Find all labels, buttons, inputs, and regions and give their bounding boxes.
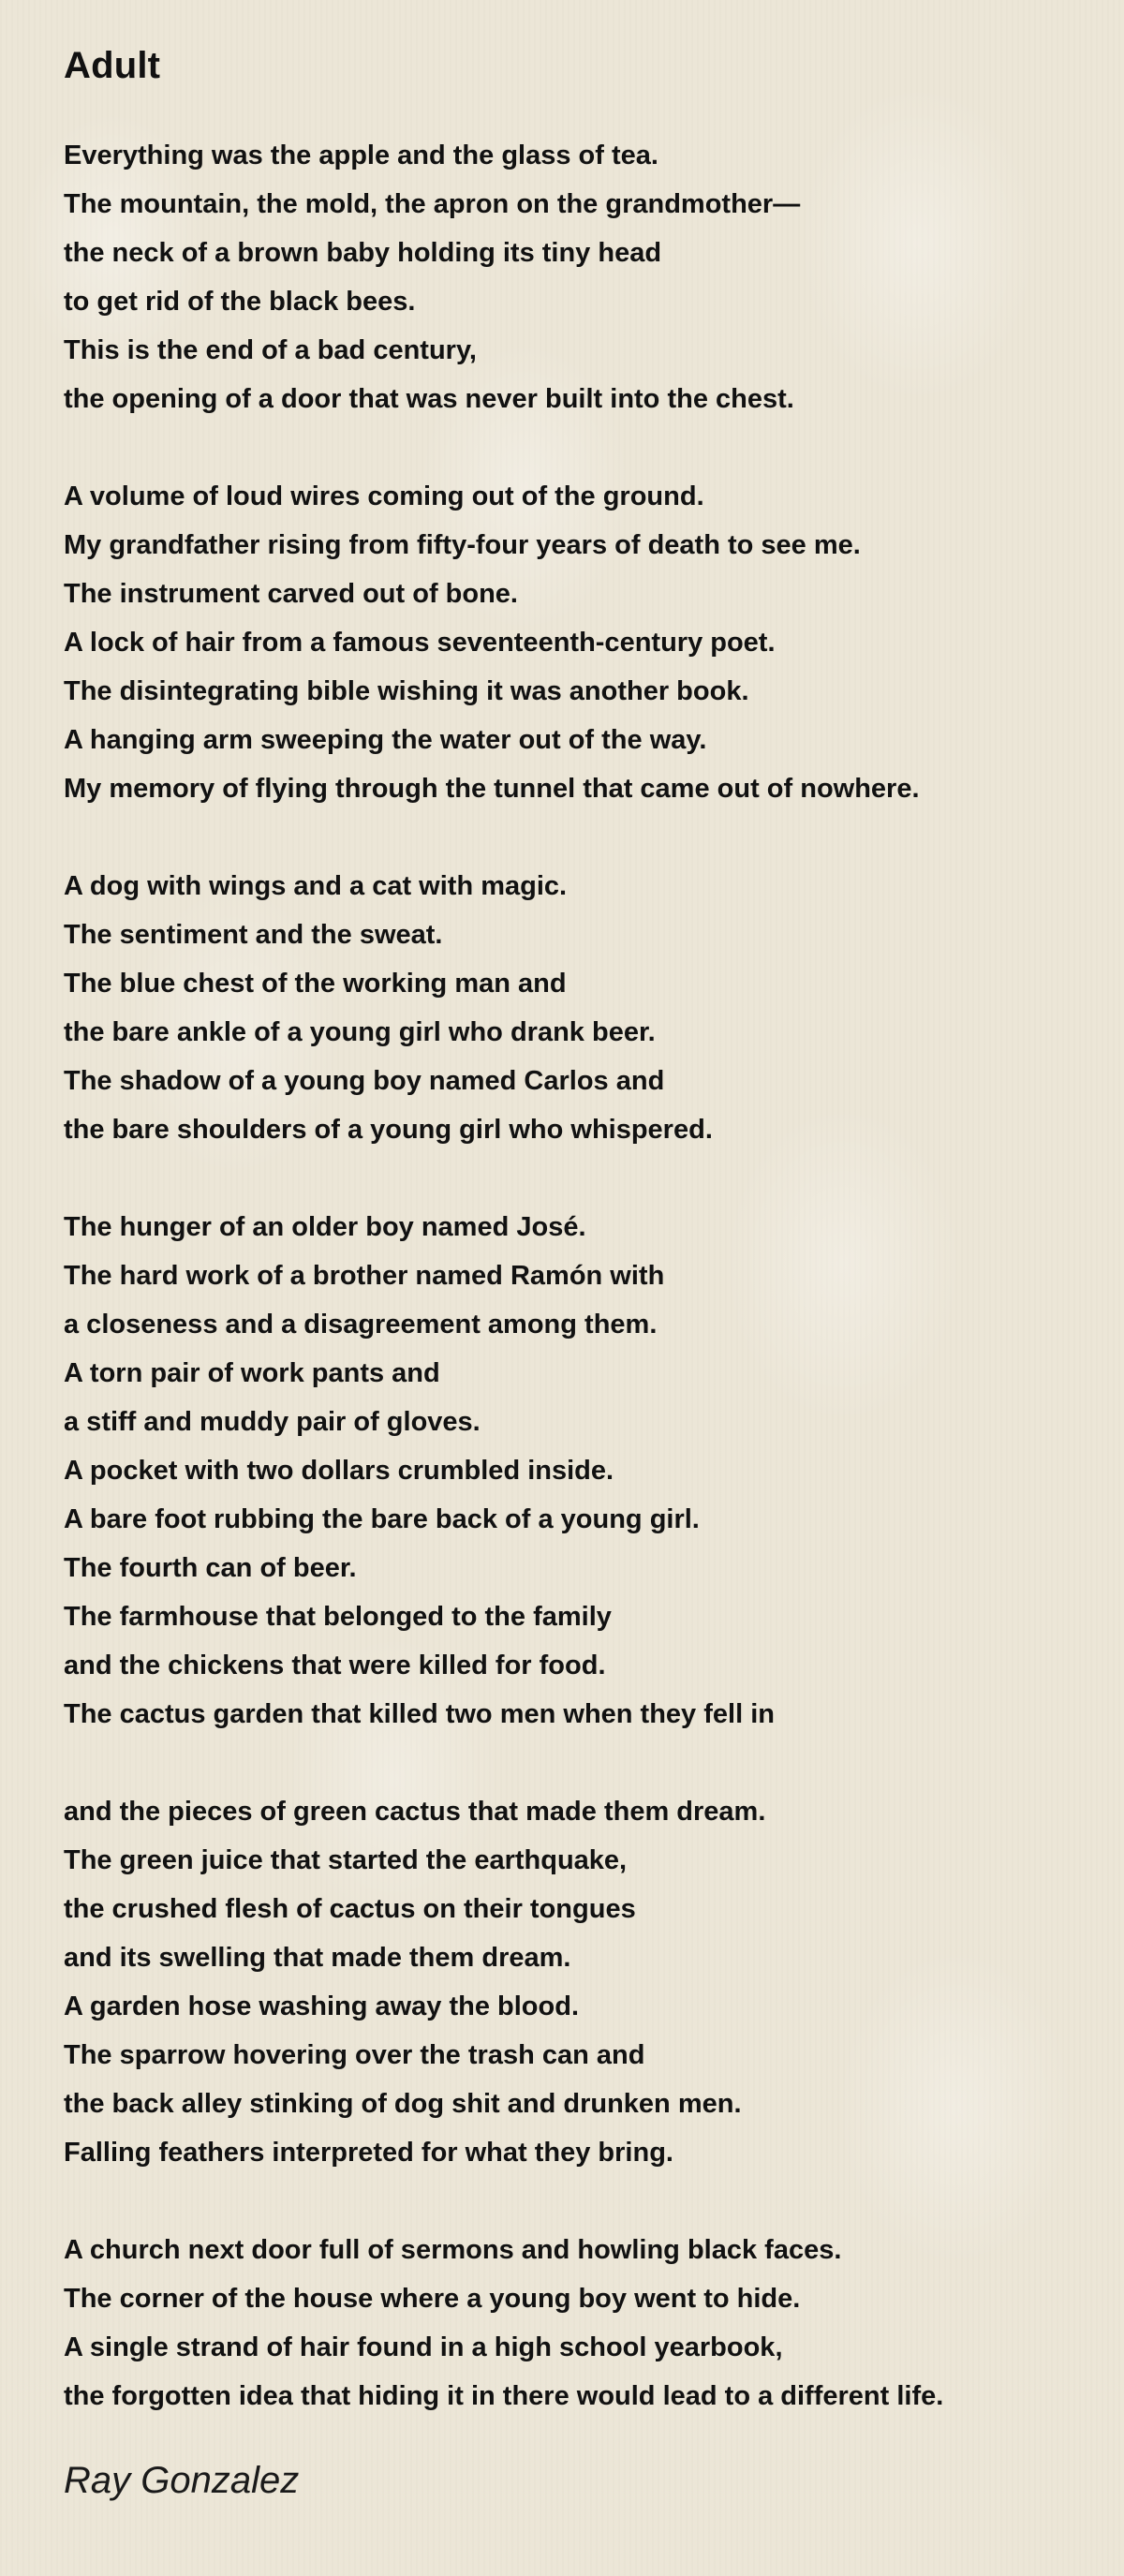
poem-line: The hunger of an older boy named José. [64,1212,586,1242]
stanza-5 [64,1787,1060,2177]
poem-line: a closeness and a disagreement among them. [64,1310,658,1340]
poem-line: and the pieces of green cactus that made them dream. [64,1797,766,1827]
poem-line: and its swelling that made them dream. [64,1943,571,1973]
poem-line: The farmhouse that belonged to the family [64,1602,612,1632]
poem-line: a stiff and muddy pair of gloves. [64,1407,481,1437]
poem-line: the crushed flesh of cactus on their tongues [64,1894,636,1924]
stanza-2 [64,472,1060,813]
stanza-1 [64,131,1060,423]
poem-line: A single strand of hair found in a high school yearbook, [64,2332,783,2362]
stanza-4 [64,1203,1060,1739]
poem-line: the bare shoulders of a young girl who whispered. [64,1115,713,1145]
poem-line: My grandfather rising from fifty-four years of death to see me. [64,530,861,560]
poem-line: the opening of a door that was never built into the chest. [64,384,794,414]
stanza-3 [64,862,1060,1154]
poem-body [64,131,1060,2421]
poem-line: A bare foot rubbing the bare back of a young girl. [64,1504,700,1534]
poem-line: A torn pair of work pants and [64,1358,440,1388]
poem-line: The fourth can of beer. [64,1553,357,1583]
poem-line: A pocket with two dollars crumbled inside. [64,1456,614,1486]
poem-line: My memory of flying through the tunnel that came out of nowhere. [64,774,920,804]
poem-line: the back alley stinking of dog shit and drunken men. [64,2089,742,2119]
poem-line: A volume of loud wires coming out of the ground. [64,481,704,511]
poem-line: The hard work of a brother named Ramón with [64,1261,665,1291]
poem-line: A lock of hair from a famous seventeenth-century poet. [64,628,776,658]
poem-line: The sentiment and the sweat. [64,920,443,950]
poem-line: to get rid of the black bees. [64,287,416,317]
poem-line: The mountain, the mold, the apron on the grandmother— [64,189,801,219]
poem-line: The disintegrating bible wishing it was another book. [64,676,749,706]
poem-line: A garden hose washing away the blood. [64,1991,580,2021]
poem-line: The sparrow hovering over the trash can and [64,2040,645,2070]
poem-line: The shadow of a young boy named Carlos and [64,1066,665,1096]
poem-line: A church next door full of sermons and howling black faces. [64,2235,842,2265]
poem-line: The instrument carved out of bone. [64,579,518,609]
poem-line: the neck of a brown baby holding its tiny head [64,238,662,268]
poem-line: and the chickens that were killed for food. [64,1651,606,1680]
poem-line: Everything was the apple and the glass of tea. [64,141,658,170]
poem-line: A hanging arm sweeping the water out of the way. [64,725,707,755]
poem-line: the bare ankle of a young girl who drank beer. [64,1017,656,1047]
poem-line: A dog with wings and a cat with magic. [64,871,568,901]
poem-line: The cactus garden that killed two men when they fell in [64,1699,775,1729]
stanza-6 [64,2226,1060,2421]
poem-line: The green juice that started the earthquake, [64,1845,628,1875]
poem-line: This is the end of a bad century, [64,335,477,365]
poem-author: Ray Gonzalez [64,2460,300,2501]
poem-line: The blue chest of the working man and [64,969,567,999]
poem-line: Falling feathers interpreted for what they bring. [64,2138,673,2168]
poem-title: Adult [64,45,161,86]
poem-line: the forgotten idea that hiding it in there would lead to a different life. [64,2381,944,2411]
poem-line: The corner of the house where a young boy went to hide. [64,2284,801,2314]
